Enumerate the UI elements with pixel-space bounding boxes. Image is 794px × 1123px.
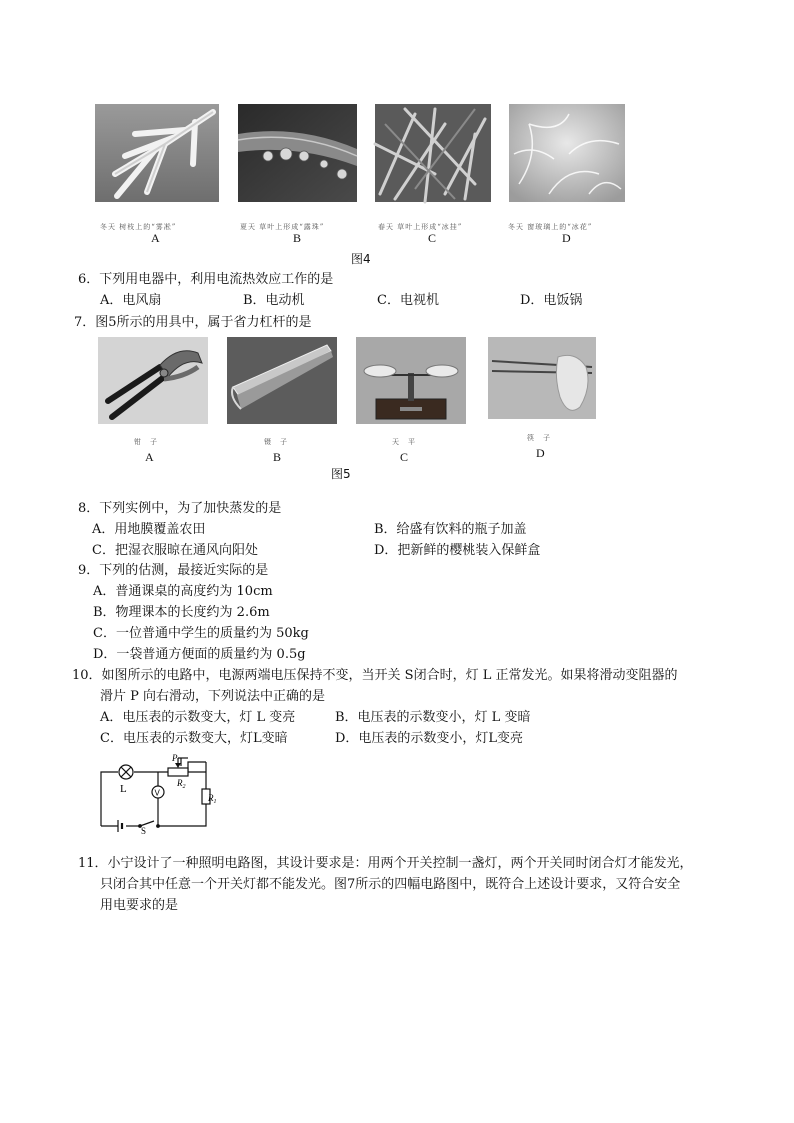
rheostat-r2-symbol [168,768,188,776]
switch-label: S [141,826,147,836]
q6-option-a: A．电风扇 [100,293,162,308]
lamp-label: L [120,783,127,795]
q11-line1: 11．小宁设计了一种照明电路图，其设计要求是：用两个开关控制一盏灯，两个开关同时闭合灯才能发光， [78,856,693,871]
fig5-caption-c: 天 平 [392,438,416,446]
fig4-letter-a: A [151,231,160,245]
fig4-letter-b: B [293,231,302,245]
q9-option-a: A．普通课桌的高度约为 10cm [93,584,273,599]
q11-line3: 用电要求的是 [100,898,179,913]
fig5-letter-b: B [273,450,282,464]
q9-stem: 9．下列的估测，最接近实际的是 [78,563,269,578]
fig4-letter-c: C [428,231,437,245]
fig5-letter-d: D [536,446,545,460]
q10-stem-line1: 10．如图所示的电路中，电源两端电压保持不变，当开关 S闭合时，灯 L 正常发光。如果将滑动变阻器的 [72,668,678,683]
fig4-photo-a-frosted-branch [95,104,219,202]
fig5-label: 图5 [331,467,351,481]
fig4-photo-c-icy-grass [375,104,491,202]
fig5-photo-c-balance [356,337,466,424]
q9-option-b: B．物理课本的长度约为 2.6m [93,605,270,620]
q10-stem-line2: 滑片 P 向右滑动，下列说法中正确的是 [100,689,326,704]
r1-label: $R_1$ [208,793,217,805]
fig4-caption-c: 春天 草叶上形成“冰挂” [378,223,463,231]
voltmeter-label: V [154,788,160,798]
lamp-symbol [119,765,133,779]
fig4-label: 图4 [351,252,371,266]
fig4-photo-b-dew-leaf [238,104,357,202]
q10-option-d: D．电压表的示数变小，灯L变亮 [335,731,524,746]
q9-option-d: D．一袋普通方便面的质量约为 0.5g [93,647,306,662]
q7-stem: 7．图5所示的用具中，属于省力杠杆的是 [74,315,312,330]
fig5-photo-d-chopsticks [488,337,596,419]
fig5-caption-d: 筷 子 [527,434,551,442]
fig5-caption-b: 镊 子 [264,438,288,446]
fig5-caption-a: 钳 子 [134,438,158,446]
slider-label: P [172,753,178,763]
q11-line2: 只闭合其中任意一个开关灯都不能发光。图7所示的四幅电路图中，既符合上述设计要求，又符合安全 [100,877,681,892]
fig5-letter-a: A [145,450,154,464]
fig5-photo-a-pliers [98,337,208,424]
circuit-diagram [96,752,216,834]
fig4-letter-d: D [562,231,571,245]
q8-option-d: D．把新鲜的樱桃装入保鲜盒 [374,543,541,558]
q8-option-c: C．把湿衣服晾在通风向阳处 [92,543,258,558]
q6-option-d: D．电饭锅 [520,293,583,308]
q10-option-a: A．电压表的示数变大，灯 L 变亮 [100,710,296,725]
fig4-caption-d: 冬天 窗玻璃上的“冰花” [508,223,593,231]
q8-option-b: B．给盛有饮料的瓶子加盖 [374,522,527,537]
r2-label: $R_2$ [177,778,186,790]
fig4-caption-a: 冬天 树枝上的“雾凇” [100,223,177,231]
q8-option-a: A．用地膜覆盖农田 [92,522,206,537]
q6-option-b: B．电动机 [243,293,305,308]
q10-option-c: C．电压表的示数变大，灯L变暗 [100,731,288,746]
q8-stem: 8．下列实例中，为了加快蒸发的是 [78,501,282,516]
fig4-photo-d-ice-flower [509,104,625,202]
fig5-letter-c: C [400,450,409,464]
q6-stem: 6．下列用电器中，利用电流热效应工作的是 [78,272,334,287]
q6-option-c: C．电视机 [377,293,439,308]
fig4-caption-b: 夏天 草叶上形成“露珠” [240,223,325,231]
fig5-photo-b-tweezers [227,337,337,424]
q9-option-c: C．一位普通中学生的质量约为 50kg [93,626,309,641]
battery-symbol [118,820,122,832]
q10-option-b: B．电压表的示数变小，灯 L 变暗 [335,710,531,725]
